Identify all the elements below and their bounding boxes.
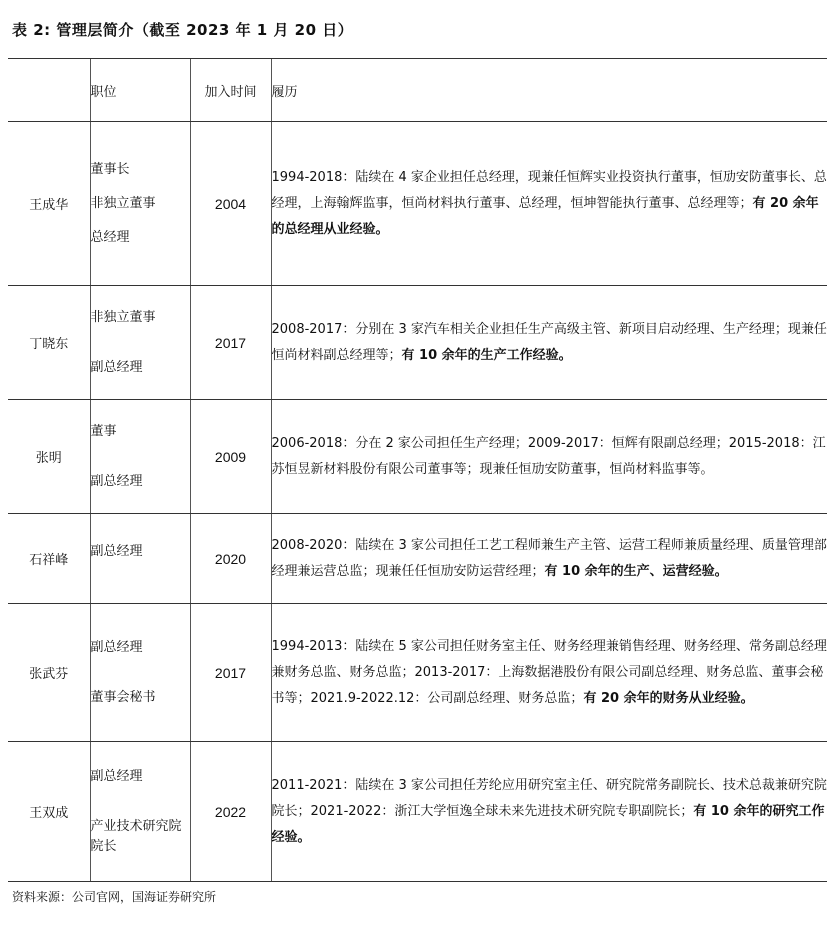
position-title: 副总经理	[90, 768, 143, 784]
resume-text: 2011-2021：陆续在 3 家公司担任芳纶应用研究室主任、研究院常务副院长、技术总裁兼研究院院长；2021-2022：浙江大学恒逸全球未来先进技术研究院专职副院长；	[271, 777, 827, 819]
resume-text: 2006-2018：分在 2 家公司担任生产经理；2009-2017：恒辉有限副总经理；2015-2018：江苏恒昱新材料股份有限公司董事等；现兼任恒劢安防董事，恒尚材料监事等。	[271, 435, 826, 477]
table-row	[8, 122, 827, 286]
cell-resume	[271, 604, 827, 742]
position-title: 非独立董事	[90, 195, 156, 211]
resume-highlight: 有 20 余年的总经理从业经验。	[271, 195, 819, 237]
position-title: 副总经理	[90, 544, 143, 559]
resume-highlight: 有 20 余年的财务从业经验。	[583, 690, 754, 706]
resume-text: 1994-2018：陆续在 4 家企业担任总经理，现兼任恒辉实业投资执行董事，恒劢安防董事长、总经理，上海翰辉监事，恒尚材料执行董事、总经理，恒坤智能执行董事、总经理等；	[271, 169, 827, 211]
header-position: 职位	[90, 59, 190, 122]
resume-highlight: 有 10 余年的生产工作经验。	[401, 347, 572, 363]
cell-positions	[90, 122, 190, 286]
position-title: 董事长	[90, 161, 130, 177]
cell-resume	[271, 514, 827, 604]
cell-resume	[271, 400, 827, 514]
resume-highlight: 有 10 余年的生产、运营经验。	[544, 563, 728, 579]
management-table	[8, 58, 827, 882]
position-title: 副总经理	[90, 639, 143, 655]
cell-join-year: 2004	[190, 122, 271, 286]
cell-name: 王双成	[8, 742, 90, 882]
cell-name: 王成华	[8, 122, 90, 286]
cell-positions	[90, 742, 190, 882]
position-title: 副总经理	[90, 473, 143, 489]
cell-join-year: 2020	[190, 514, 271, 604]
table-header-row	[8, 59, 827, 122]
cell-name: 张明	[8, 400, 90, 514]
header-name	[8, 59, 90, 122]
table-row	[8, 742, 827, 882]
cell-positions	[90, 604, 190, 742]
position-title: 非独立董事	[90, 309, 156, 325]
table-row	[8, 604, 827, 742]
cell-name: 丁晓东	[8, 286, 90, 400]
resume-text: 2008-2020：陆续在 3 家公司担任工艺工程师兼生产主管、运营工程师兼质量经理、质量管理部经理兼运营总监；现兼任任恒劢安防运营经理；	[271, 537, 827, 579]
cell-resume	[271, 122, 827, 286]
position-title: 总经理	[90, 229, 130, 245]
cell-positions	[90, 286, 190, 400]
resume-highlight: 有 10 余年的研究工作经验。	[271, 803, 825, 845]
table-row	[8, 514, 827, 604]
cell-resume	[271, 286, 827, 400]
position-title: 产业技术研究院院长	[90, 818, 182, 854]
table-row	[8, 400, 827, 514]
cell-positions	[90, 400, 190, 514]
cell-positions	[90, 514, 190, 604]
resume-text: 1994-2013：陆续在 5 家公司担任财务室主任、财务经理兼销售经理、财务经理、常务副总经理兼财务总监、财务总监；2013-2017：上海数据港股份有限公司副总经理、财务总监、董事会秘书等；2021.9-2022.12：公司副总经理、财务总监；	[271, 638, 827, 706]
source-note: 资料来源：公司官网，国海证券研究所	[12, 890, 217, 904]
cell-join-year: 2009	[190, 400, 271, 514]
cell-join-year: 2017	[190, 286, 271, 400]
cell-resume	[271, 742, 827, 882]
cell-join-year: 2017	[190, 604, 271, 742]
cell-join-year: 2022	[190, 742, 271, 882]
position-title: 董事	[90, 423, 117, 439]
table-row	[8, 286, 827, 400]
position-title: 董事会秘书	[90, 689, 156, 705]
resume-text: 2008-2017：分别在 3 家汽车相关企业担任生产高级主管、新项目启动经理、生产经理；现兼任恒尚材料副总经理等；	[271, 321, 827, 363]
header-join-year: 加入时间	[190, 59, 271, 122]
table-title: 表 2: 管理层简介（截至 2023 年 1 月 20 日）	[12, 21, 354, 39]
cell-name: 张武芬	[8, 604, 90, 742]
position-title: 副总经理	[90, 359, 143, 375]
header-resume: 履历	[271, 59, 827, 122]
cell-name: 石祥峰	[8, 514, 90, 604]
